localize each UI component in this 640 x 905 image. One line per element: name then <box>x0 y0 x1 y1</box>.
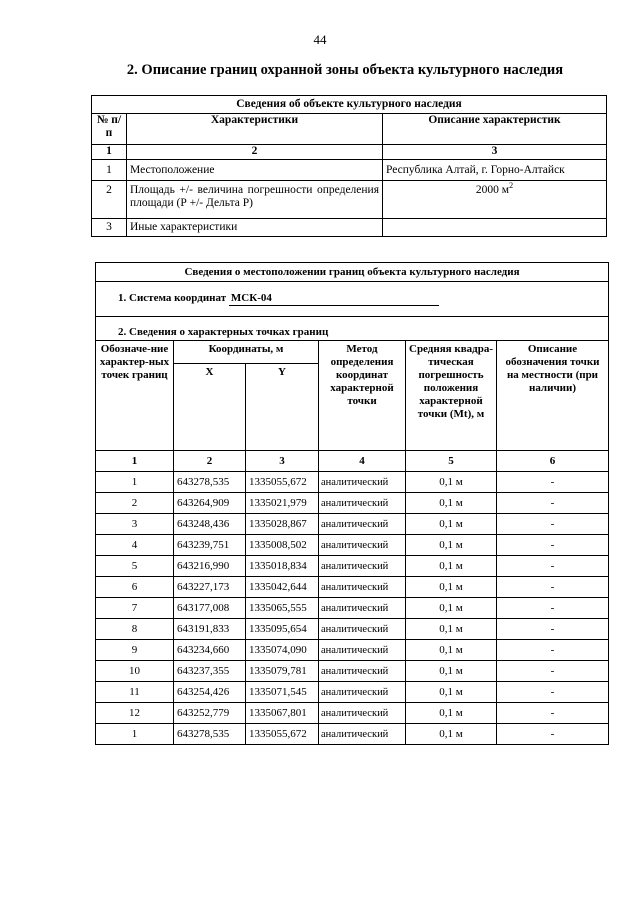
index-cell: 5 <box>406 451 497 472</box>
point-row <box>96 703 609 724</box>
col-x-header: X <box>174 364 246 451</box>
point-row <box>96 640 609 661</box>
point-method: аналитический <box>319 598 406 619</box>
point-marking: - <box>497 514 609 535</box>
col-y-header: Y <box>246 364 319 451</box>
point-y: 1335055,672 <box>246 724 319 745</box>
coordinate-system-label: 1. Система координат <box>118 292 227 304</box>
point-error: 0,1 м <box>406 682 497 703</box>
point-number: 4 <box>96 535 174 556</box>
point-y: 1335042,644 <box>246 577 319 598</box>
point-marking: - <box>497 493 609 514</box>
point-number: 3 <box>96 514 174 535</box>
point-marking: - <box>497 577 609 598</box>
point-x: 643278,535 <box>174 724 246 745</box>
point-number: 2 <box>96 493 174 514</box>
point-row <box>96 598 609 619</box>
point-error: 0,1 м <box>406 577 497 598</box>
col-description-header: Описание характеристик <box>383 114 607 145</box>
index-cell: 6 <box>497 451 609 472</box>
point-x: 643177,008 <box>174 598 246 619</box>
point-marking: - <box>497 535 609 556</box>
point-row <box>96 682 609 703</box>
location-table-header: Сведения о местоположении границ объекта культурного наследия <box>96 263 609 282</box>
object-row <box>92 160 607 181</box>
col-characteristics-header: Характеристики <box>127 114 383 145</box>
point-number: 6 <box>96 577 174 598</box>
point-method: аналитический <box>319 493 406 514</box>
point-number: 10 <box>96 661 174 682</box>
point-x: 643278,535 <box>174 472 246 493</box>
point-x: 643234,660 <box>174 640 246 661</box>
point-row <box>96 493 609 514</box>
row-number: 3 <box>92 219 127 237</box>
point-method: аналитический <box>319 682 406 703</box>
point-error: 0,1 м <box>406 598 497 619</box>
point-x: 643191,833 <box>174 619 246 640</box>
row-description <box>383 219 607 237</box>
col-designation-header: Обозначе-ние характер-ных точек границ <box>96 341 174 451</box>
point-number: 11 <box>96 682 174 703</box>
coordinate-system-value: МСК-04 <box>229 292 439 306</box>
point-row <box>96 514 609 535</box>
point-row <box>96 472 609 493</box>
point-marking: - <box>497 556 609 577</box>
point-error: 0,1 м <box>406 619 497 640</box>
point-marking: - <box>497 472 609 493</box>
point-error: 0,1 м <box>406 556 497 577</box>
point-y: 1335008,502 <box>246 535 319 556</box>
point-error: 0,1 м <box>406 640 497 661</box>
point-x: 643254,426 <box>174 682 246 703</box>
point-x: 643264,909 <box>174 493 246 514</box>
point-error: 0,1 м <box>406 514 497 535</box>
point-marking: - <box>497 682 609 703</box>
point-y: 1335018,834 <box>246 556 319 577</box>
row-number: 1 <box>92 160 127 181</box>
point-number: 1 <box>96 724 174 745</box>
object-info-table <box>91 95 607 237</box>
point-row <box>96 535 609 556</box>
point-method: аналитический <box>319 703 406 724</box>
col-no-header: № п/п <box>92 114 127 145</box>
row-description: Республика Алтай, г. Горно-Алтайск <box>383 160 607 181</box>
point-error: 0,1 м <box>406 472 497 493</box>
point-number: 12 <box>96 703 174 724</box>
point-error: 0,1 м <box>406 661 497 682</box>
object-row <box>92 219 607 237</box>
point-marking: - <box>497 703 609 724</box>
point-row <box>96 619 609 640</box>
points-section-label: 2. Сведения о характерных точках границ <box>96 317 609 341</box>
index-cell: 1 <box>92 145 127 160</box>
object-table-header: Сведения об объекте культурного наследия <box>92 96 607 114</box>
point-marking: - <box>497 724 609 745</box>
point-number: 8 <box>96 619 174 640</box>
point-x: 643248,436 <box>174 514 246 535</box>
point-row <box>96 724 609 745</box>
row-characteristic <box>127 181 383 219</box>
index-cell: 3 <box>246 451 319 472</box>
col-method-header: Метод определения координат характерной точки <box>319 341 406 451</box>
index-cell: 2 <box>127 145 383 160</box>
point-marking: - <box>497 619 609 640</box>
area-value: 2000 м <box>475 184 510 196</box>
point-error: 0,1 м <box>406 703 497 724</box>
point-method: аналитический <box>319 619 406 640</box>
point-y: 1335021,979 <box>246 493 319 514</box>
point-method: аналитический <box>319 514 406 535</box>
col-coordinates-header: Координаты, м <box>174 341 319 364</box>
index-cell: 2 <box>174 451 246 472</box>
row-characteristic: Местоположение <box>127 160 383 181</box>
point-y: 1335065,555 <box>246 598 319 619</box>
point-error: 0,1 м <box>406 724 497 745</box>
point-number: 5 <box>96 556 174 577</box>
point-method: аналитический <box>319 535 406 556</box>
point-row <box>96 661 609 682</box>
point-x: 643227,173 <box>174 577 246 598</box>
point-y: 1335067,801 <box>246 703 319 724</box>
point-method: аналитический <box>319 640 406 661</box>
object-row <box>92 181 607 219</box>
point-row <box>96 556 609 577</box>
point-y: 1335028,867 <box>246 514 319 535</box>
row-characteristic: Иные характеристики <box>127 219 383 237</box>
coordinate-system-row <box>96 282 609 317</box>
point-y: 1335055,672 <box>246 472 319 493</box>
point-y: 1335074,090 <box>246 640 319 661</box>
point-number: 7 <box>96 598 174 619</box>
point-row <box>96 577 609 598</box>
point-y: 1335095,654 <box>246 619 319 640</box>
point-marking: - <box>497 661 609 682</box>
row-description <box>383 181 607 219</box>
point-method: аналитический <box>319 661 406 682</box>
point-method: аналитический <box>319 556 406 577</box>
point-number: 9 <box>96 640 174 661</box>
page-number: 44 <box>313 32 327 47</box>
point-method: аналитический <box>319 724 406 745</box>
point-x: 643237,355 <box>174 661 246 682</box>
point-x: 643239,751 <box>174 535 246 556</box>
point-marking: - <box>497 598 609 619</box>
area-unit-superscript: 2 <box>509 181 514 191</box>
point-y: 1335071,545 <box>246 682 319 703</box>
col-marking-header: Описание обозначения точки на местности (при наличии) <box>497 341 609 451</box>
point-method: аналитический <box>319 472 406 493</box>
col-error-header: Средняя квадра-тическая погрешность положения характерной точки (Мt), м <box>406 341 497 451</box>
section-title: 2. Описание границ охранной зоны объекта культурного наследия <box>126 62 564 78</box>
point-x: 643216,990 <box>174 556 246 577</box>
point-y: 1335079,781 <box>246 661 319 682</box>
point-marking: - <box>497 640 609 661</box>
point-x: 643252,779 <box>174 703 246 724</box>
row-number: 2 <box>92 181 127 219</box>
index-cell: 1 <box>96 451 174 472</box>
point-error: 0,1 м <box>406 493 497 514</box>
point-error: 0,1 м <box>406 535 497 556</box>
points-body <box>96 472 609 745</box>
point-number: 1 <box>96 472 174 493</box>
index-cell: 3 <box>383 145 607 160</box>
index-cell: 4 <box>319 451 406 472</box>
point-method: аналитический <box>319 577 406 598</box>
area-characteristic-text: Площадь +/- величина погрешности определения площади (Р +/- Дельта Р) <box>130 184 379 209</box>
boundary-location-table <box>95 262 609 745</box>
